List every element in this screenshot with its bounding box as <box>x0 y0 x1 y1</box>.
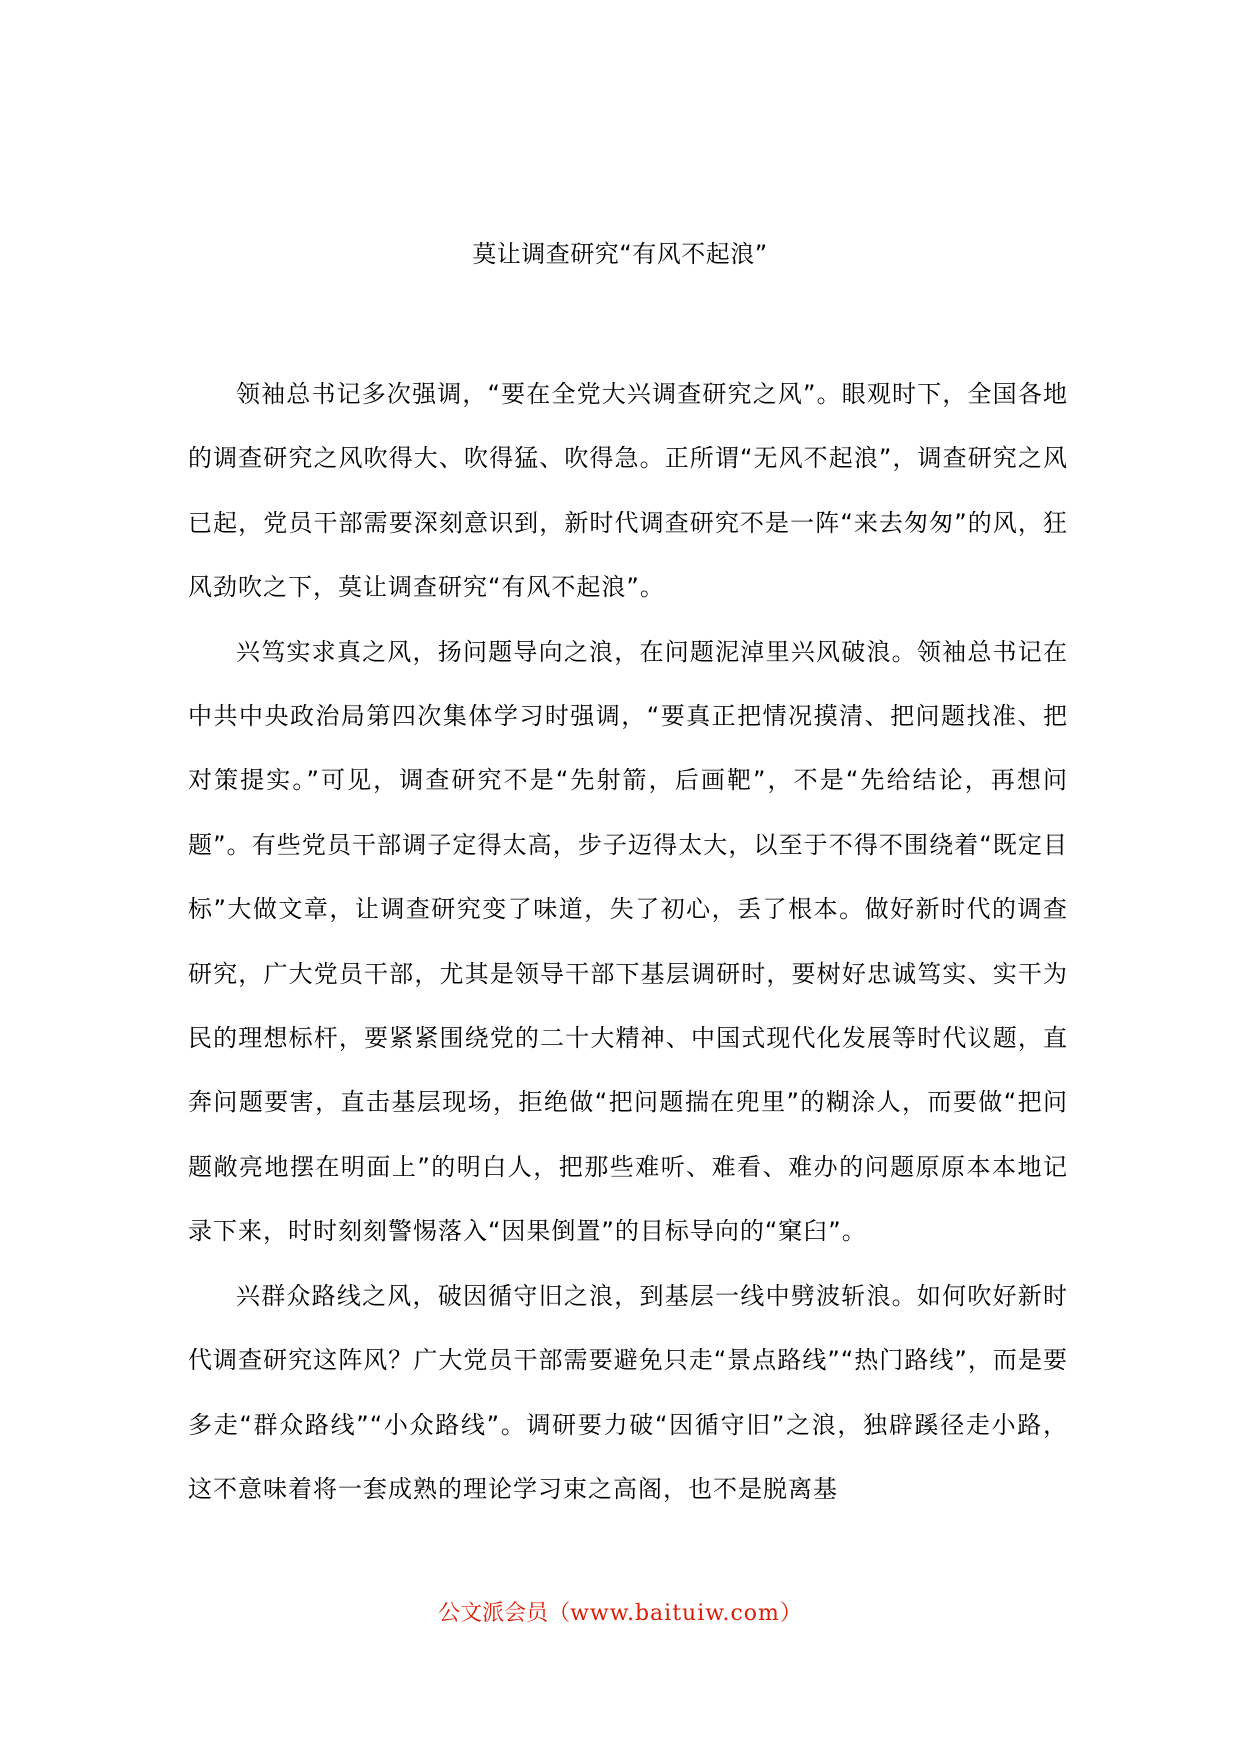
footer-paren-open: （ <box>548 1601 571 1626</box>
document-body <box>188 362 1068 1521</box>
footer-brand: 公文派会员 <box>438 1601 549 1626</box>
paragraph-2: 兴笃实求真之风，扬问题导向之浪，在问题泥淖里兴风破浪。领袖总书记在中共中央政治局第四次集体学习时强调，“要真正把情况摸清、把问题找准、把对策提实。”可见，调查研究不是“先射箭，后画靶”，不是“先给结论，再想问题”。有些党员干部调子定得太高，步子迈得太大，以至于不得不围绕着“既定目标”大做文章，让调查研究变了味道，失了初心，丢了根本。做好新时代的调查研究，广大党员干部，尤其是领导干部下基层调研时，要树好忠诚笃实、实干为民的理想标杆，要紧紧围绕党的二十大精神、中国式现代化发展等时代议题，直奔问题要害，直击基层现场，拒绝做“把问题揣在兜里”的糊涂人，而要做“把问题敞亮地摆在明面上”的明白人，把那些难听、难看、难办的问题原原本本地记录下来，时时刻刻警惕落入“因果倒置”的目标导向的“窠臼”。 <box>188 637 1068 1246</box>
footer-watermark <box>0 1598 1240 1630</box>
document-title: 莫让调查研究“有风不起浪” <box>472 240 768 268</box>
paragraph-3: 兴群众路线之风，破因循守旧之浪，到基层一线中劈波斩浪。如何吹好新时代调查研究这阵风？广大党员干部需要避免只走“景点路线”“热门路线”，而是要多走“群众路线”“小众路线”。调研要力破“因循守旧”之浪，独辟蹊径走小路，这不意味着将一套成熟的理论学习束之高阁，也不是脱离基 <box>188 1281 1068 1503</box>
footer-site-link[interactable]: www.baituiw.com <box>570 1601 780 1626</box>
paragraph-1: 领袖总书记多次强调，“要在全党大兴调查研究之风”。眼观时下，全国各地的调查研究之风吹得大、吹得猛、吹得急。正所谓“无风不起浪”，调查研究之风已起，党员干部需要深刻意识到，新时代调查研究不是一阵“来去匆匆”的风，狂风劲吹之下，莫让调查研究“有风不起浪”。 <box>188 380 1068 602</box>
footer-paren-close: ） <box>779 1601 802 1626</box>
